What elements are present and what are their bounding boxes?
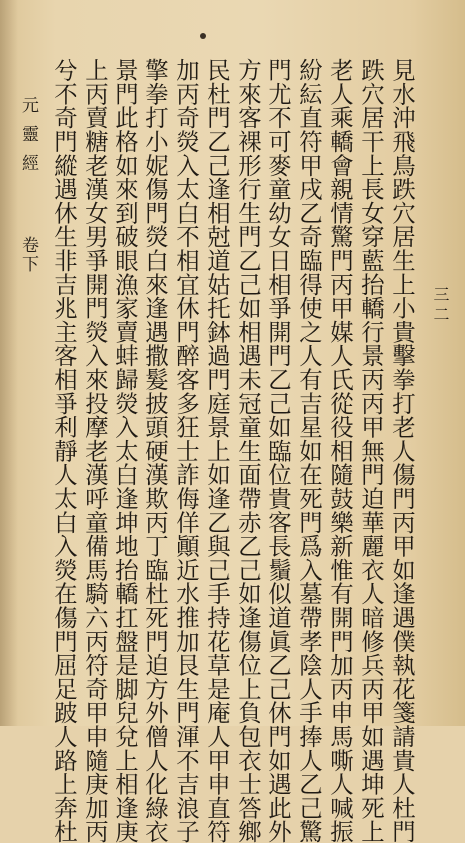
text-column: 景門此格如來到破眼漁家賣蚌歸熒入太白逢坤地抬轎扛盤是脚兒兌上相逢庚 bbox=[111, 58, 139, 843]
text-column: 門尤不可麥童幼女日相爭開門乙己如臨位貴客長鬚似道眞乙己休門如遇此外 bbox=[264, 58, 292, 843]
ink-dot bbox=[200, 33, 206, 39]
text-column: 民杜門乙己逢相尅道姑托鉢過門庭景上如逢乙與己手持花草是庵人甲申直符 bbox=[203, 58, 231, 843]
text-column: 兮不奇門縱遇休生非吉兆主客相爭利靜人太白入熒在傷門屈足跛人路上奔杜 bbox=[50, 58, 78, 843]
page-number: 三二 bbox=[431, 286, 450, 326]
running-title: 元靈經 bbox=[18, 96, 38, 183]
text-column: 老人乘轎會親情驚門丙甲媒人氏從役相隨鼓樂新惟有開門加丙申馬嘶人喊振 bbox=[326, 58, 354, 843]
text-column: 方來客裸形行生門乙己如相遇未冠童生面帶赤乙己如逢傷位上負包衣士答鄉 bbox=[234, 58, 262, 843]
binding-shadow bbox=[0, 0, 18, 726]
text-column: 跌穴居干上長女穿藍抬轎行景丙丙甲無門迫華麗衣人暗修兵丙甲如遇坤死上 bbox=[357, 58, 385, 843]
text-column: 上丙賣糖老漢女男爭開門熒入來投摩老漢呼童備馬騎六丙符奇甲申隨庚加丙 bbox=[81, 58, 109, 843]
text-column: 紛紜直符甲戌乙奇臨得使之人有吉星如在死門爲入墓帶孝陰人手捧人乙己驚 bbox=[295, 58, 323, 843]
running-volume: 卷下 bbox=[18, 236, 38, 274]
text-column: 見水沖飛鳥跌穴居生上小貴擊拳打老人傷門丙甲如逢遇僕執花箋請貴人杜門 bbox=[388, 58, 416, 843]
text-column: 擎拳打小妮傷門熒白來逢遇撒髮披頭硬漢欺丙丁臨杜死門迫方外僧人化綠衣 bbox=[141, 58, 169, 843]
text-column: 加丙奇熒入太白不相宜休門醉客多狂士詐侮佯顚近水推加艮生門渾不吉浪子 bbox=[172, 58, 200, 843]
